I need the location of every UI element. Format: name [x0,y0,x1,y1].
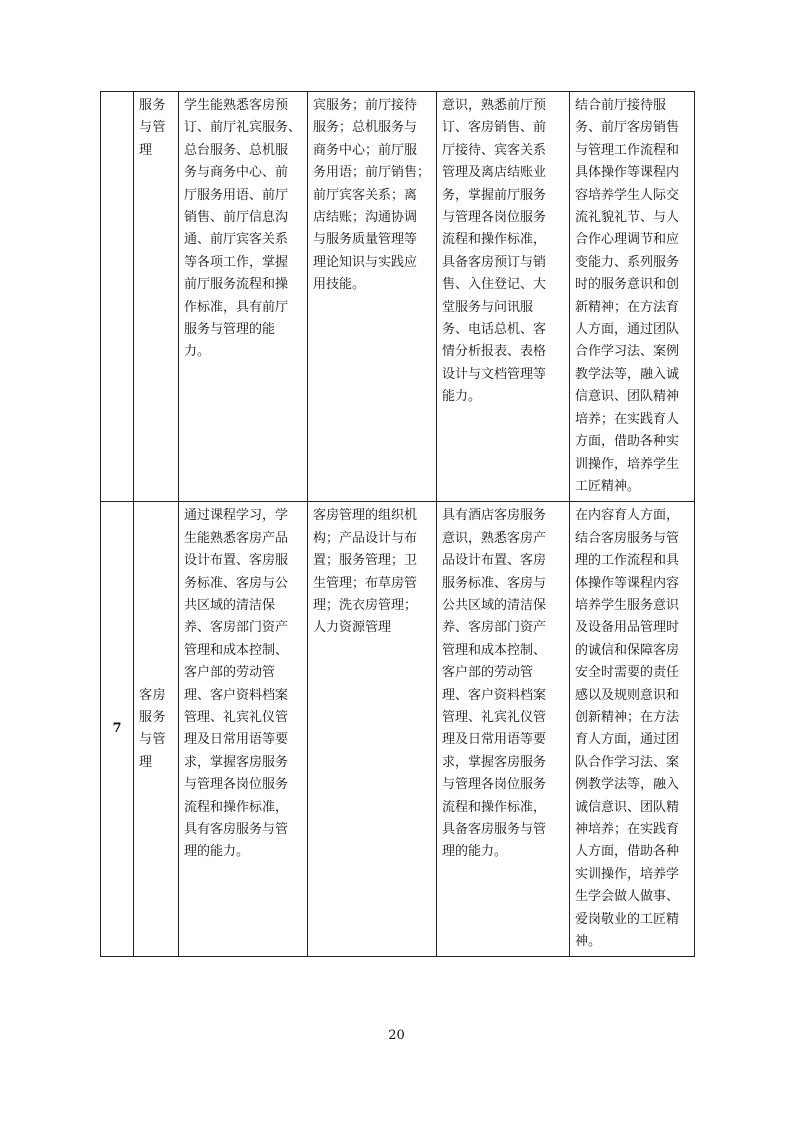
page-number: 20 [388,1028,405,1043]
course-requirement: 意识，熟悉前厅预 订、客房销售、前 厅接待、宾客关系 管理及离店结账业 务，掌握前厅服务 与管理各岗位服务 流程和操作标准， 具备客房预订与销 售、入住登记、大 堂服务与问讯服 务、电话总机、客 情分析报表、表格 设计与文档管理等 能力。 [437,92,570,502]
table-row [101,92,695,502]
course-goal: 通过课程学习，学 生能熟悉客房产品 设计布置、客房服 务标准、客房与公 共区域的清洁保 养、客房部门资产 管理和成本控制、 客户部的劳动管 理、客户资料档案 管理、礼宾礼仪管 理及日常用语等要 求，掌握客房服务 与管理各岗位服务 流程和操作标准， 具有客房服务与管 理的能力。 [179,502,308,957]
course-content: 客房管理的组织机 构；产品设计与布 置；服务管理；卫 生管理；布草房管 理；洗衣房管理； 人力资源管理 [308,502,437,957]
course-content: 宾服务；前厅接待 服务；总机服务与 商务中心；前厅服 务用语；前厅销售； 前厅宾客关系；离 店结账；沟通协调 与服务质量管理等 理论知识与实践应 用技能。 [308,92,437,502]
course-name: 客房 服务 与管 理 [134,502,179,957]
course-requirement: 具有酒店客房服务 意识，熟悉客房产 品设计布置、客房 服务标准、客房与 公共区域的清洁保 养、客房部门资产 管理和成本控制、 客户部的劳动管 理、客户资料档案 管理、礼宾礼仪管 理及日常用语等要 求，掌握客房服务 与管理各岗位服务 流程和操作标准， 具备客房服务与管 理的能力。 [437,502,570,957]
course-number [101,92,134,502]
course-ideology: 结合前厅接待服 务、前厅客房销售 与管理工作流程和 具体操作等课程内 容培养学生人际交 流礼貌礼节、与人 合作心理调节和应 变能力、系列服务 时的服务意识和创 新精神；在方法育 人方面，通过团队 合作学习法、案例 教学法等，融入诚 信意识、团队精神 培养；在实践育人 方面，借助各种实 训操作，培养学生 工匠精神。 [570,92,695,502]
course-goal: 学生能熟悉客房预 订、前厅礼宾服务、 总台服务、总机服 务与商务中心、前 厅服务用语、前厅 销售、前厅信息沟 通、前厅宾客关系 等各项工作，掌握 前厅服务流程和操 作标准，具有前厅 服务与管理的能 力。 [179,92,308,502]
table-row [101,502,695,957]
course-number: 7 [101,502,134,957]
course-table [100,91,695,957]
course-name: 服务 与管 理 [134,92,179,502]
course-ideology: 在内容育人方面， 结合客房服务与管 理的工作流程和具 体操作等课程内容 培养学生服务意识 及设备用品管理时 的诚信和保障客房 安全时需要的责任 感以及规则意识和 创新精神；在方法 育人方面，通过团 队合作学习法、案 例教学法等，融入 诚信意识、团队精 神培养；在实践育 人方面，借助各种 实训操作，培养学 生学会做人做事、 爱岗敬业的工匠精 神。 [570,502,695,957]
